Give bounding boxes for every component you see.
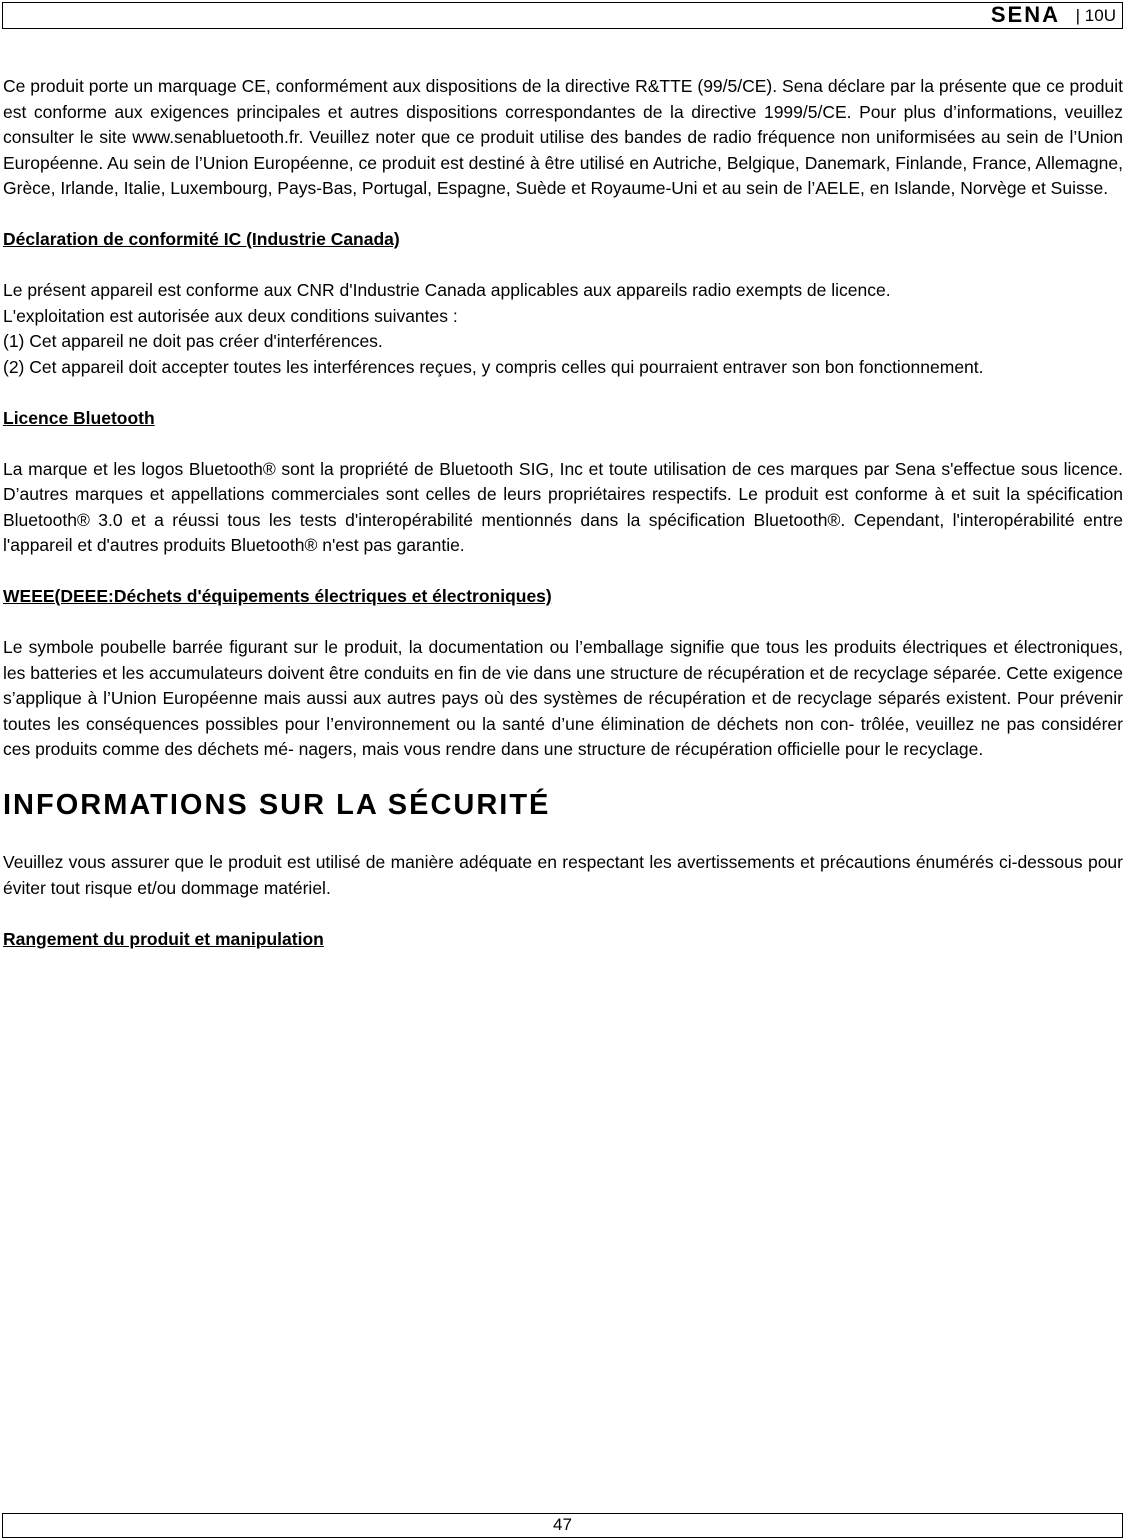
page-number: 47: [553, 1515, 572, 1534]
ce-declaration-paragraph: Ce produit porte un marquage CE, conformément aux dispositions de la directive R&TTE (99/5/CE). Sena déclare par la présente que ce produit est conforme aux exigences principales et autres dispositions correspondantes de la directive 1999/5/CE. Pour plus d’informations, veuillez consulter le site www.senabluetooth.fr. Veuillez noter que ce produit utilise des bandes de radio fréquence non uniformisées au sein de l’Union Européenne. Au sein de l’Union Européenne, ce produit est destiné à être utilisé en Autriche, Belgique, Danemark, Finlande, France, Allemagne, Grèce, Irlande, Italie, Luxembourg, Pays-Bas, Portugal, Espagne, Suède et Royaume-Uni et au sein de l’AELE, en Islande, Norvège et Suisse.: [3, 76, 1123, 198]
storage-heading: Rangement du produit et manipulation: [3, 928, 324, 949]
bluetooth-heading: Licence Bluetooth: [3, 407, 155, 428]
page-footer: [2, 1513, 1123, 1538]
ic-line: L'exploitation est autorisée aux deux conditions suivantes :: [3, 305, 458, 326]
ic-heading: Déclaration de conformité IC (Industrie Canada): [3, 229, 400, 249]
weee-paragraph: Le symbole poubelle barrée figurant sur le produit, la documentation ou l’emballage signifie que tous les produits électriques et électroniques, les batteries et les accumulateurs doivent être conduits en fin de vie dans une structure de récupération et de recyclage séparée. Cette exigence s’applique à l’Union Européenne mais aussi aux autres pays où des systèmes de récupération et de recyclage séparés existent. Pour prévenir toutes les conséquences possibles pour l’environnement ou la santé d’une élimination de déchets non con- trôlée, veuillez ne pas considérer ces produits comme des déchets mé- nagers, mais vous rendre dans une structure de récupération officielle pour le recyclage.: [3, 637, 1123, 759]
model-label: | 10U: [1075, 6, 1116, 25]
ic-line: Le présent appareil est conforme aux CNR d'Industrie Canada applicables aux appareils radio exempts de licence.: [3, 280, 891, 300]
page-content: [3, 74, 1123, 978]
page-header: [2, 2, 1123, 29]
bluetooth-paragraph: La marque et les logos Bluetooth® sont la propriété de Bluetooth SIG, Inc et toute utilisation de ces marques par Sena s'effectue sous licence. D’autres marques et appellations commerciales sont celles de leurs propriétaires respectifs. Le produit est conforme à et suit la spécification Bluetooth® 3.0 et a réussi tous les tests d'interopérabilité mentionnés dans la spécification Bluetooth®. Cependant, l'interopérabilité entre l'appareil et d'autres produits Bluetooth® n'est pas garantie.: [3, 458, 1123, 555]
sena-logo: SENA: [990, 2, 1060, 27]
safety-heading: INFORMATIONS SUR LA SÉCURITÉ: [3, 789, 551, 821]
ic-paragraph: [3, 278, 1123, 380]
ic-line: (1) Cet appareil ne doit pas créer d'interférences.: [3, 331, 383, 351]
safety-paragraph: Veuillez vous assurer que le produit est utilisé de manière adéquate en respectant les avertissements et précautions énumérés ci-dessous pour éviter tout risque et/ou dommage matériel.: [3, 852, 1123, 898]
weee-heading: WEEE(DEEE:Déchets d'équipements électriques et électroniques): [3, 586, 552, 606]
ic-line: (2) Cet appareil doit accepter toutes les interférences reçues, y compris celles qui pourraient entraver son bon fonctionnement.: [3, 356, 984, 377]
